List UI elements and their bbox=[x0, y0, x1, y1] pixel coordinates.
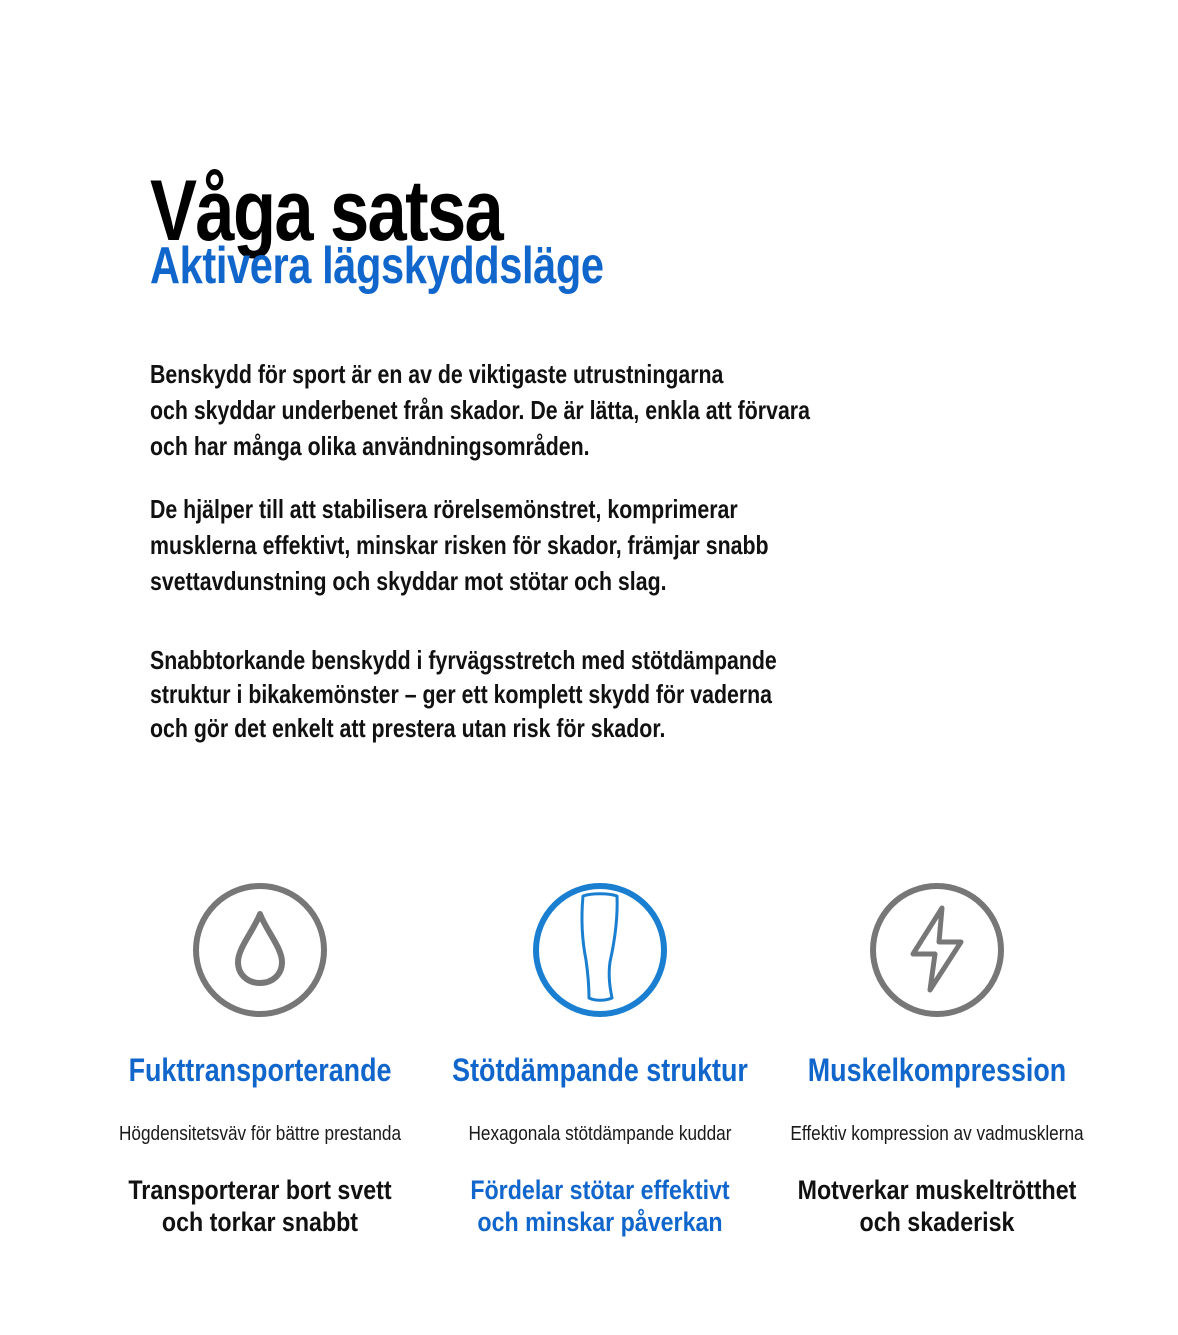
lightning-bolt-icon bbox=[867, 880, 1007, 1020]
water-drop-icon bbox=[190, 880, 330, 1020]
feature-title: Stötdämpande struktur bbox=[452, 1052, 748, 1088]
paragraph-line: Snabbtorkande benskydd i fyrvägsstretch med stötdämpande bbox=[150, 645, 777, 675]
product-paragraph bbox=[150, 643, 937, 745]
paragraph-line: De hjälper till att stabilisera rörelsemönstret, komprimerar bbox=[150, 494, 738, 524]
intro-paragraph bbox=[150, 356, 937, 464]
feature-summary bbox=[105, 1174, 415, 1238]
summary-line: Transporterar bort svett bbox=[128, 1175, 392, 1205]
paragraph-line: svettavdunstning och skyddar mot stötar och slag. bbox=[150, 566, 667, 596]
summary-line: och skaderisk bbox=[859, 1207, 1015, 1237]
feature-description: Högdensitetsväv för bättre prestanda bbox=[118, 1123, 402, 1145]
page-title: Våga satsa bbox=[150, 162, 503, 259]
paragraph-line: och skyddar underbenet från skador. De är lätta, enkla att förvara bbox=[150, 395, 810, 425]
benefits-paragraph bbox=[150, 491, 937, 599]
paragraph-line: struktur i bikakemönster – ger ett komplett skydd för vaderna bbox=[150, 679, 773, 709]
paragraph-line: Benskydd för sport är en av de viktigaste utrustningarna bbox=[150, 359, 724, 389]
leg-sleeve-icon bbox=[530, 880, 670, 1020]
paragraph-line: och har många olika användningsområden. bbox=[150, 431, 590, 461]
summary-line: och torkar snabbt bbox=[161, 1207, 359, 1237]
feature-summary bbox=[445, 1174, 755, 1238]
summary-line: Fördelar stötar effektivt bbox=[470, 1175, 730, 1205]
paragraph-line: och gör det enkelt att prestera utan risk för skador. bbox=[150, 713, 666, 743]
feature-description: Hexagonala stötdämpande kuddar bbox=[468, 1123, 732, 1145]
feature-compression bbox=[757, 880, 1117, 1237]
feature-moisture bbox=[80, 880, 440, 1237]
paragraph-line: musklerna effektivt, minskar risken för skador, främjar snabb bbox=[150, 530, 769, 560]
summary-line: och minskar påverkan bbox=[477, 1207, 723, 1237]
feature-shock-absorbing bbox=[420, 880, 780, 1237]
feature-description: Effektiv kompression av vadmusklerna bbox=[790, 1123, 1084, 1145]
feature-summary bbox=[782, 1174, 1092, 1238]
feature-title: Muskelkompression bbox=[807, 1052, 1067, 1088]
feature-title: Fukttransporterande bbox=[128, 1052, 392, 1088]
page-subtitle: Aktivera lägskyddsläge bbox=[150, 237, 604, 295]
summary-line: Motverkar muskeltrötthet bbox=[797, 1175, 1077, 1205]
